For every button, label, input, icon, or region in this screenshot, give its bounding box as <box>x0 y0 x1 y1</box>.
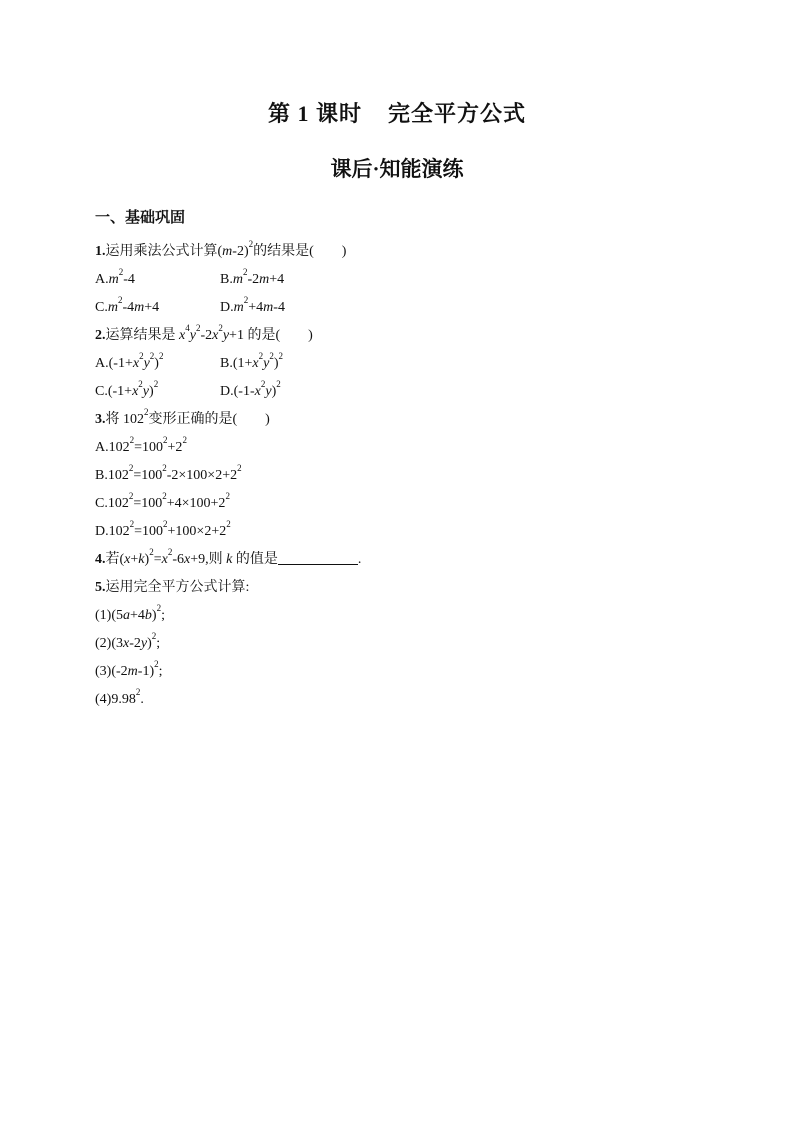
option-c[interactable]: $C.m^2-4m+4$ <box>95 295 160 315</box>
question-4: 4.若$(x+k)^2=x^2-6x+9$,则 k 的值是 . <box>95 547 362 567</box>
option-d[interactable]: $D.(-1-x^2y)^2$ <box>220 379 281 399</box>
question-text: +1 的是( ) <box>229 328 313 343</box>
question-text: 运用完全平方公式计算: <box>105 580 250 595</box>
sub-question-3: $(3)(-2m-1)^2$; <box>95 659 163 679</box>
question-1: 1.运用乘法公式计算$(m-2)^2$的结果是( ) <box>95 239 347 259</box>
lesson-title <box>0 97 794 128</box>
question-3: 3.将 $102^2$变形正确的是( ) <box>95 407 270 427</box>
question-number: 3. <box>95 412 106 427</box>
question-5 <box>95 574 715 602</box>
option-b[interactable]: $B.(1+x^2y^2)^2$ <box>220 351 284 371</box>
option-d[interactable]: $D.102^2=100^2+100\times 2+2^2$ <box>95 519 231 539</box>
question-text: 的结果是( ) <box>253 244 347 259</box>
option-d[interactable]: $D.m^2+4m-4$ <box>220 295 285 315</box>
sub-question-2: $(2)(3x-2y)^2$; <box>95 631 161 651</box>
question-text: 若( <box>105 552 125 567</box>
options-row <box>95 266 715 294</box>
question-number: 2. <box>95 328 106 343</box>
question-text: 运算结果是 <box>105 328 179 343</box>
options-row <box>95 378 715 406</box>
sub-question-4: (4)9.98$^2$. <box>95 687 144 707</box>
options-row <box>95 294 715 322</box>
page-subtitle: 课后·知能演练 <box>330 157 464 181</box>
question-number: 5. <box>95 580 106 595</box>
question-number: 4. <box>95 552 106 567</box>
option-c[interactable]: $C.102^2=100^2+4\times 100+2^2$ <box>95 491 230 511</box>
lesson-number: 第 1 课时 <box>267 101 362 126</box>
option-a[interactable]: $A.102^2=100^2+2^2$ <box>95 435 187 455</box>
question-list <box>95 238 715 714</box>
lesson-topic: 完全平方公式 <box>388 101 527 126</box>
question-text: 的值是 <box>232 552 278 567</box>
options-row <box>95 350 715 378</box>
option-b[interactable]: $B.102^2=100^2-2\times 100\times 2+2^2$ <box>95 463 242 483</box>
question-text: 将 102 <box>105 412 144 427</box>
question-number: 1. <box>95 244 106 259</box>
option-a[interactable]: $A.(-1+x^2y^2)^2$ <box>95 351 164 371</box>
question-text: 变形正确的是( ) <box>148 412 270 427</box>
question-2: 2.运算结果是 $x^4y^2-2x^2y+1$ 的是( ) <box>95 323 313 343</box>
sub-question-1: $(1)(5a+4b)^2$; <box>95 603 165 623</box>
section-heading: 一、基础巩固 <box>95 210 186 226</box>
option-c[interactable]: $C.(-1+x^2y)^2$ <box>95 379 159 399</box>
question-text: 运用乘法公式计算( <box>105 244 223 259</box>
option-b[interactable]: $B.m^2-2m+4$ <box>220 267 285 287</box>
answer-blank[interactable] <box>278 548 358 565</box>
option-a[interactable]: $A.m^2-4$ <box>95 267 135 287</box>
question-text: ,则 <box>205 552 227 567</box>
